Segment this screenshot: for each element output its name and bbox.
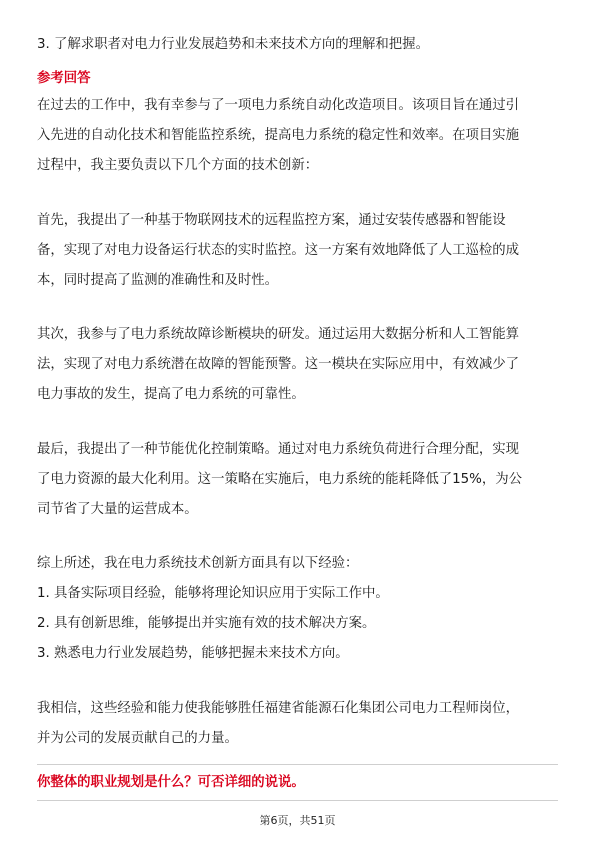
top-item: 3. 了解求职者对电力行业发展趋势和未来技术方向的理解和把握。 bbox=[37, 37, 429, 52]
text-line: 我相信，这些经验和能力使我能够胜任福建省能源石化集团公司电力工程师岗位， bbox=[37, 701, 520, 716]
text-line: 并为公司的发展贡献自己的力量。 bbox=[37, 731, 238, 746]
next-question: 你整体的职业规划是什么？可否详细的说说。 bbox=[37, 775, 305, 790]
list-item: 3. 熟悉电力行业发展趋势，能够把握未来技术方向。 bbox=[37, 646, 349, 661]
list-item: 2. 具有创新思维，能够提出并实施有效的技术解决方案。 bbox=[37, 616, 376, 631]
text-line: 法，实现了对电力系统潜在故障的智能预警。这一模块在实际应用中，有效减少了 bbox=[37, 357, 520, 372]
answer-heading: 参考回答 bbox=[37, 71, 91, 86]
divider bbox=[37, 800, 558, 801]
text-line: 在过去的工作中，我有幸参与了一项电力系统自动化改造项目。该项目旨在通过引 bbox=[37, 98, 520, 113]
text-line: 过程中，我主要负责以下几个方面的技术创新： bbox=[37, 158, 319, 173]
text-line: 了电力资源的最大化利用。这一策略在实施后，电力系统的能耗降低了15%，为公 bbox=[37, 472, 523, 487]
list-item: 1. 具备实际项目经验，能够将理论知识应用于实际工作中。 bbox=[37, 586, 389, 601]
text-line: 备，实现了对电力设备运行状态的实时监控。这一方案有效地降低了人工巡检的成 bbox=[37, 243, 520, 258]
text-line: 首先，我提出了一种基于物联网技术的远程监控方案，通过安装传感器和智能设 bbox=[37, 213, 506, 228]
text-line: 最后，我提出了一种节能优化控制策略。通过对电力系统负荷进行合理分配，实现 bbox=[37, 442, 520, 457]
divider bbox=[37, 764, 558, 765]
text-line: 司节省了大量的运营成本。 bbox=[37, 502, 198, 517]
text-line: 其次，我参与了电力系统故障诊断模块的研发。通过运用大数据分析和人工智能算 bbox=[37, 327, 520, 342]
text-line: 本，同时提高了监测的准确性和及时性。 bbox=[37, 273, 279, 288]
text-line: 入先进的自动化技术和智能监控系统，提高电力系统的稳定性和效率。在项目实施 bbox=[37, 128, 520, 143]
page-footer: 第6页，共51页 bbox=[259, 814, 336, 827]
text-line: 电力事故的发生，提高了电力系统的可靠性。 bbox=[37, 387, 305, 402]
text-line: 综上所述，我在电力系统技术创新方面具有以下经验： bbox=[37, 556, 359, 571]
